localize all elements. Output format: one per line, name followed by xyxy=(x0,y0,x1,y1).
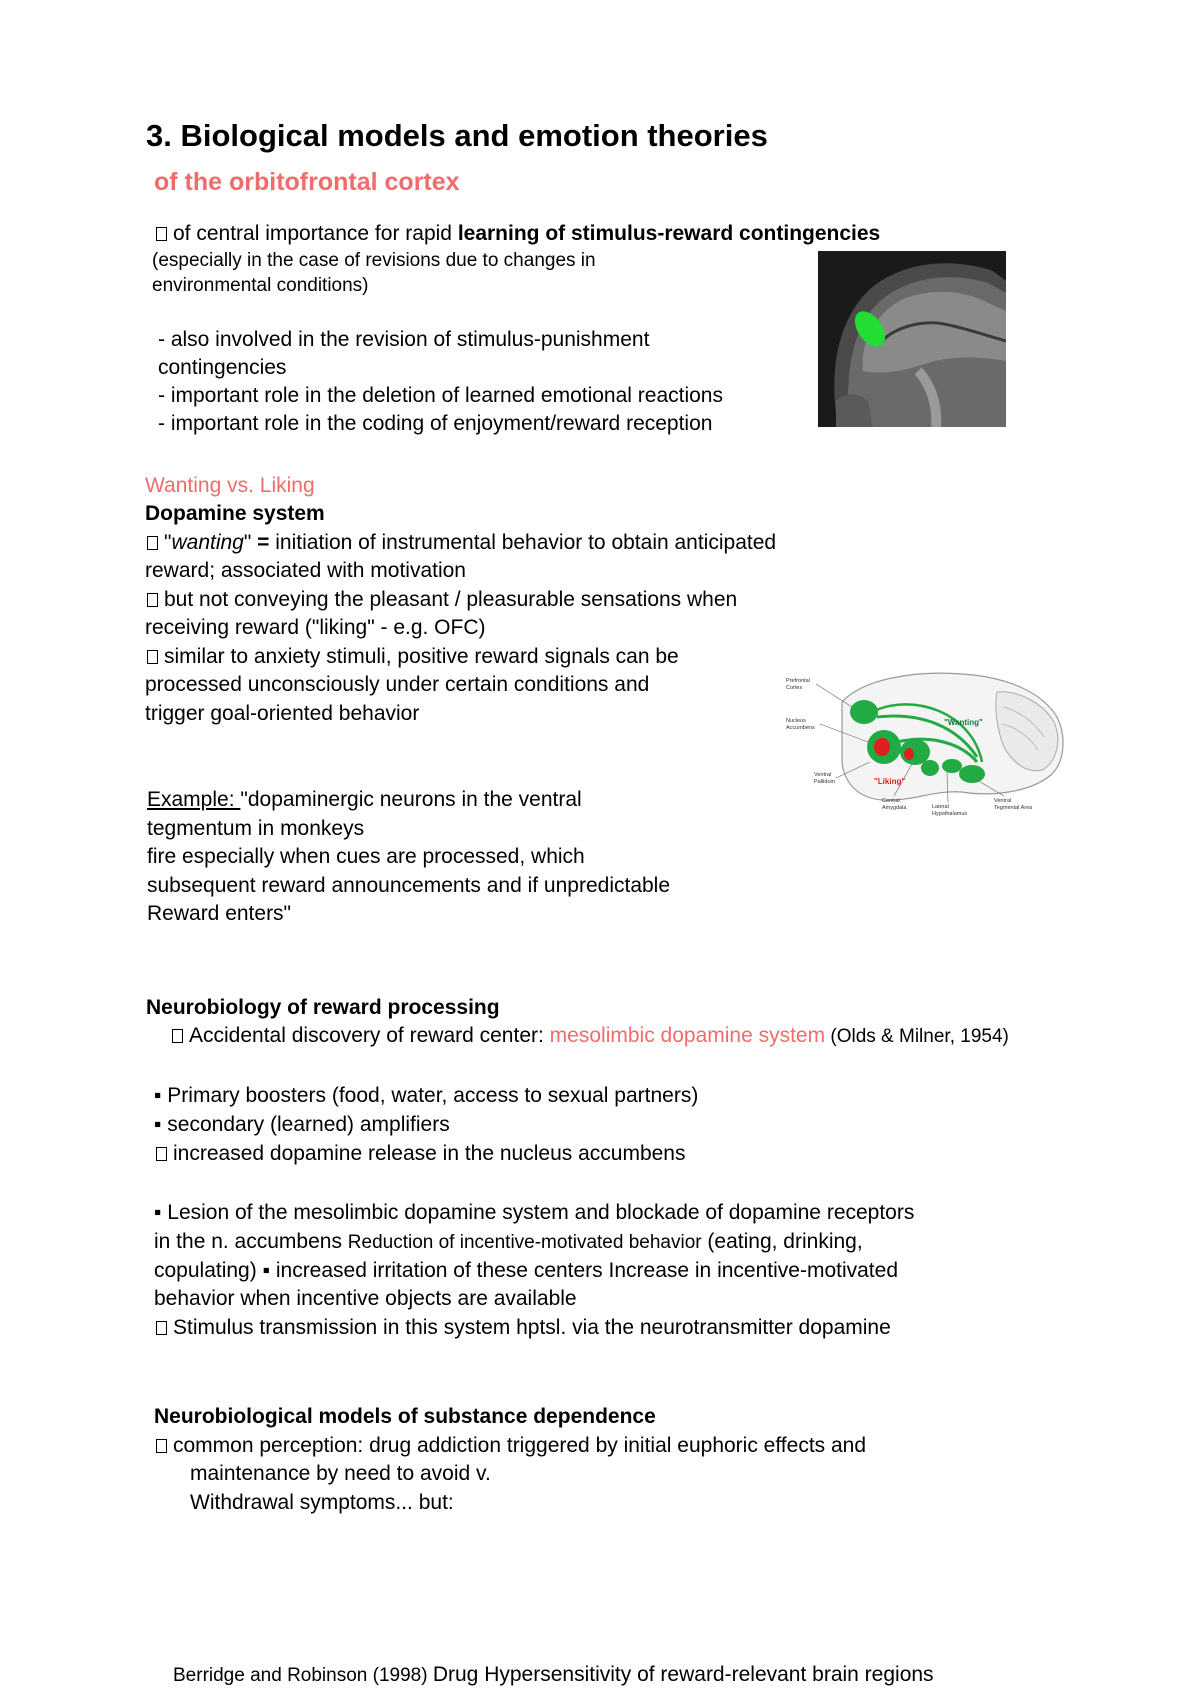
prefrontal-label: Prefrontal Cortex xyxy=(786,678,810,691)
mri-brain-image xyxy=(818,251,1006,427)
wanting-line-7: trigger goal-oriented behavior xyxy=(145,702,420,725)
checkbox-glyph-icon xyxy=(156,1147,167,1161)
example-line-1: Example: "dopaminergic neurons in the ventral xyxy=(147,788,582,811)
wanting-line-3: but not conveying the pleasant / pleasurable sensations when xyxy=(147,586,737,614)
wanting-line-2: reward; associated with motivation xyxy=(145,559,466,582)
reward-circuit-diagram xyxy=(772,662,1068,824)
substance-line-3: Withdrawal symptoms... but: xyxy=(190,1491,454,1514)
substance-heading: Neurobiological models of substance dependence xyxy=(154,1405,656,1428)
checkbox-glyph-icon xyxy=(172,1029,183,1043)
ofc-line-3: environmental conditions) xyxy=(152,275,369,296)
example-line-3: fire especially when cues are processed, which xyxy=(147,845,585,868)
checkbox-glyph-icon xyxy=(147,536,158,550)
page-subtitle: of the orbitofrontal cortex xyxy=(154,168,460,196)
liking-label: "Liking" xyxy=(874,777,906,786)
reward-line-5: ▪ Lesion of the mesolimbic dopamine system and blockade of dopamine receptors xyxy=(154,1201,915,1224)
ofc-line-1: of central importance for rapid learning of stimulus-reward contingencies xyxy=(156,220,880,248)
ofc-line-2: (especially in the case of revisions due to changes in xyxy=(152,250,596,271)
checkbox-glyph-icon xyxy=(156,1321,167,1335)
amygdala-label: Central Amygdala xyxy=(882,798,907,811)
reward-line-9: Stimulus transmission in this system hptsl. via the neurotransmitter dopamine xyxy=(156,1314,891,1342)
substance-line-2: maintenance by need to avoid v. xyxy=(190,1462,491,1485)
example-line-4: subsequent reward announcements and if unpredictable xyxy=(147,874,671,897)
wanting-line-6: processed unconsciously under certain conditions and xyxy=(145,673,650,696)
reward-line-8: behavior when incentive objects are available xyxy=(154,1287,577,1310)
reward-line-1: Accidental discovery of reward center: mesolimbic dopamine system (Olds & Milner, 1954) xyxy=(172,1022,1009,1051)
wanting-line-5: similar to anxiety stimuli, positive reward signals can be xyxy=(147,643,679,671)
checkbox-glyph-icon xyxy=(156,1439,167,1453)
reward-line-7: copulating) ▪ increased irritation of these centers Increase in incentive-motivated xyxy=(154,1259,898,1282)
substance-line-1: common perception: drug addiction triggered by initial euphoric effects and xyxy=(156,1432,866,1460)
vta-label: Ventral Tegmental Area xyxy=(994,798,1033,811)
pallidum-label: Ventral Pallidum xyxy=(814,772,836,785)
hypothalamus-label: Lateral Hypothalamus xyxy=(932,804,968,817)
page-title: 3. Biological models and emotion theories xyxy=(146,118,768,153)
dopamine-system-heading: Dopamine system xyxy=(145,502,325,525)
checkbox-glyph-icon xyxy=(147,650,158,664)
reward-heading: Neurobiology of reward processing xyxy=(146,996,500,1019)
ofc-bullet-2: - important role in the deletion of learned emotional reactions xyxy=(158,384,723,407)
reward-line-6: in the n. accumbens Reduction of incentive-motivated behavior (eating, drinking, xyxy=(154,1230,863,1253)
wanting-liking-heading: Wanting vs. Liking xyxy=(145,474,315,497)
wanting-line-1: "wanting" = initiation of instrumental behavior to obtain anticipated xyxy=(147,529,776,557)
wanting-label: "Wanting" xyxy=(944,718,983,727)
reward-line-2: ▪ Primary boosters (food, water, access to sexual partners) xyxy=(154,1084,699,1107)
example-line-5: Reward enters" xyxy=(147,902,292,925)
ofc-bullet-1b: contingencies xyxy=(158,356,287,379)
wanting-line-4: receiving reward ("liking" - e.g. OFC) xyxy=(145,616,486,639)
checkbox-glyph-icon xyxy=(156,227,167,241)
ofc-bullet-3: - important role in the coding of enjoyment/reward reception xyxy=(158,412,713,435)
example-line-2: tegmentum in monkeys xyxy=(147,817,365,840)
reward-line-3: ▪ secondary (learned) amplifiers xyxy=(154,1113,450,1136)
nucleus-label: Nucleus Accumbens xyxy=(786,718,815,731)
checkbox-glyph-icon xyxy=(147,593,158,607)
ofc-bullet-1a: - also involved in the revision of stimulus-punishment xyxy=(158,328,650,351)
footer-reference: Berridge and Robinson (1998) Drug Hypersensitivity of reward-relevant brain regions xyxy=(173,1663,934,1686)
reward-line-4: increased dopamine release in the nucleus accumbens xyxy=(156,1140,685,1168)
